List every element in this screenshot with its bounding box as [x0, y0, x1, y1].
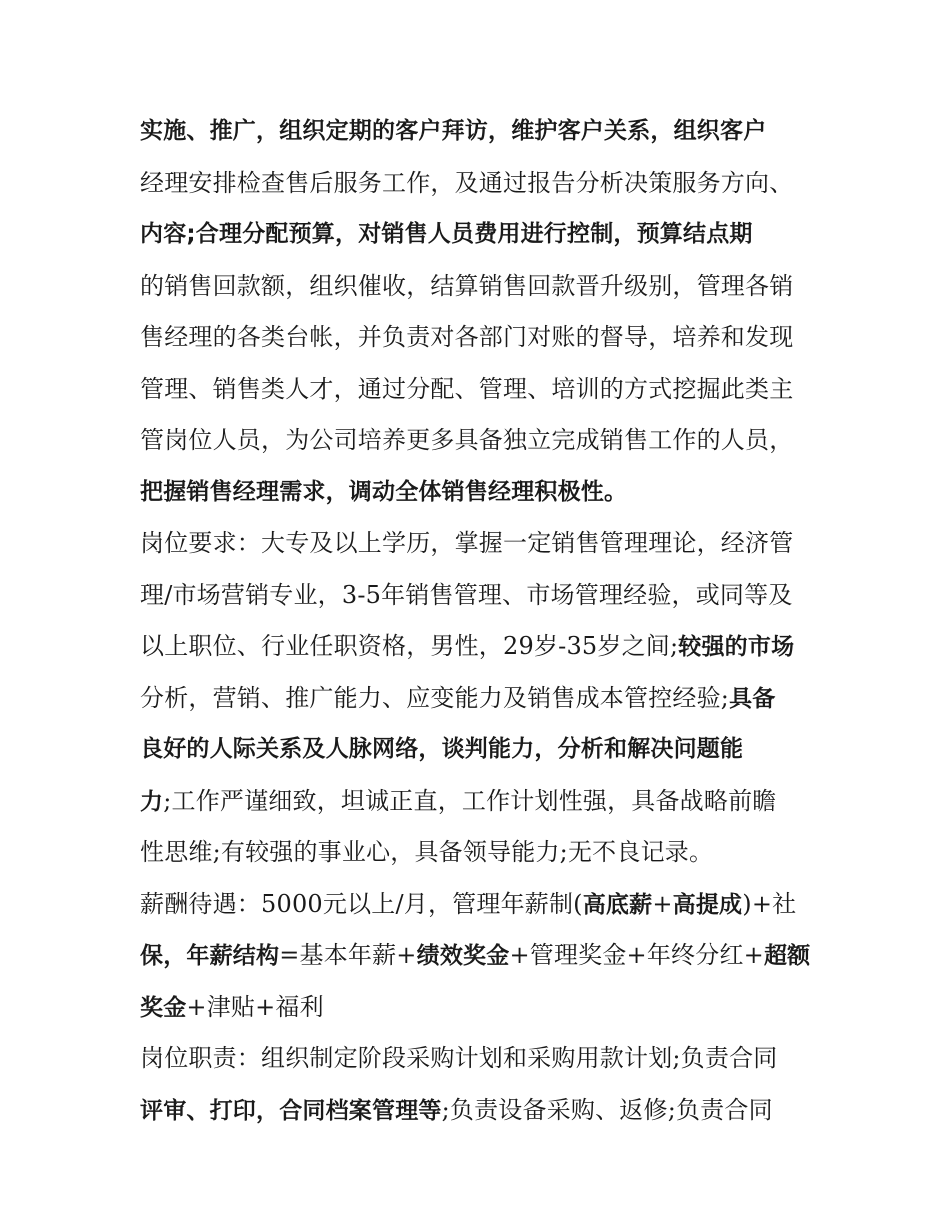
- text-line: [140, 776, 820, 828]
- text-segment: =基本年薪+: [279, 941, 417, 969]
- text-segment: 岗位要求：大专及以上学历，掌握一定销售管理理论，经济管: [140, 529, 794, 557]
- text-segment: 评审、打印，合同档案管理等: [140, 1097, 442, 1124]
- text-segment: 性思维;有较强的事业心，具备领导能力;无不良记录。: [140, 838, 714, 866]
- text-segment: 分析，营销、推广能力、应变能力及销售成本管控经验;: [140, 683, 730, 712]
- text-line: [140, 570, 820, 622]
- text-segment: 管岗位人员，为公司培养更多具备独立完成销售工作的人员，: [140, 426, 794, 454]
- text-segment: 经理安排检查售后服务工作，及通过报告分析决策服务方向、: [140, 168, 794, 197]
- text-line: [140, 673, 820, 725]
- text-segment: 高提成: [672, 891, 743, 918]
- text-line: [140, 106, 820, 158]
- text-segment: 岗位职责：组织制定阶段采购计划和采购用款计划;负责合同: [140, 1044, 778, 1072]
- text-segment: 力: [140, 788, 164, 815]
- text-line: [140, 467, 820, 519]
- text-line: [140, 261, 820, 313]
- text-line: [140, 724, 820, 776]
- text-segment: 较强的市场: [678, 634, 795, 660]
- text-line: [140, 518, 820, 570]
- text-segment: 具备: [729, 685, 776, 712]
- text-segment: 理/市场营销专业，3-5年销售管理、市场管理经验，或同等及: [140, 580, 793, 609]
- text-segment: 绩效奖金: [416, 943, 510, 969]
- text-segment: 实施、推广，组织定期的客户拜访，维护客户关系，组织客户: [140, 118, 767, 144]
- text-segment: 保，年薪结构: [140, 943, 280, 969]
- text-segment: 的销售回款额，组织催收，结算销售回款晋升级别，管理各销: [140, 271, 794, 300]
- text-line: [140, 879, 820, 931]
- text-segment: 薪酬待遇：5000元以上/月，管理年薪制(: [140, 889, 583, 918]
- text-segment: 良好的人际关系及人脉网络，谈判能力，分析和解决问题能: [140, 736, 744, 762]
- text-line: [140, 930, 820, 982]
- text-line: [140, 312, 820, 364]
- text-segment: 超额: [763, 943, 811, 969]
- text-segment: ;工作严谨细致，坦诚正直，工作计划性强，具备战略前瞻: [163, 786, 777, 815]
- text-segment: 以上职位、行业任职资格，男性，29岁-35岁之间;: [140, 632, 679, 660]
- text-segment: 把握销售经理需求，调动全体销售经理积极性。: [140, 478, 628, 505]
- text-line: [140, 415, 820, 467]
- text-line: [140, 1085, 820, 1137]
- text-line: [140, 1033, 820, 1085]
- text-line: [140, 827, 820, 879]
- text-line: [140, 364, 820, 416]
- body-text: [140, 106, 820, 1136]
- text-line: [140, 621, 820, 673]
- text-segment: 售经理的各类台帐，并负责对各部门对账的督导，培养和发现: [140, 323, 794, 351]
- text-line: [140, 158, 820, 210]
- text-line: [140, 982, 820, 1034]
- text-segment: 高底薪: [582, 891, 653, 918]
- text-segment: )+社: [742, 889, 797, 918]
- text-segment: +管理奖金+年终分红+: [509, 941, 764, 969]
- text-segment: +: [652, 889, 673, 918]
- text-segment: 内容;合理分配预算，对销售人员费用进行控制，预算结点期: [140, 221, 753, 247]
- text-segment: 管理、销售类人才，通过分配、管理、培训的方式挖掘此类主: [140, 374, 794, 403]
- text-segment: +津贴+福利: [186, 992, 324, 1021]
- text-segment: ;负责设备采购、返修;负责合同: [441, 1095, 773, 1124]
- text-line: [140, 209, 820, 261]
- text-segment: 奖金: [140, 994, 187, 1021]
